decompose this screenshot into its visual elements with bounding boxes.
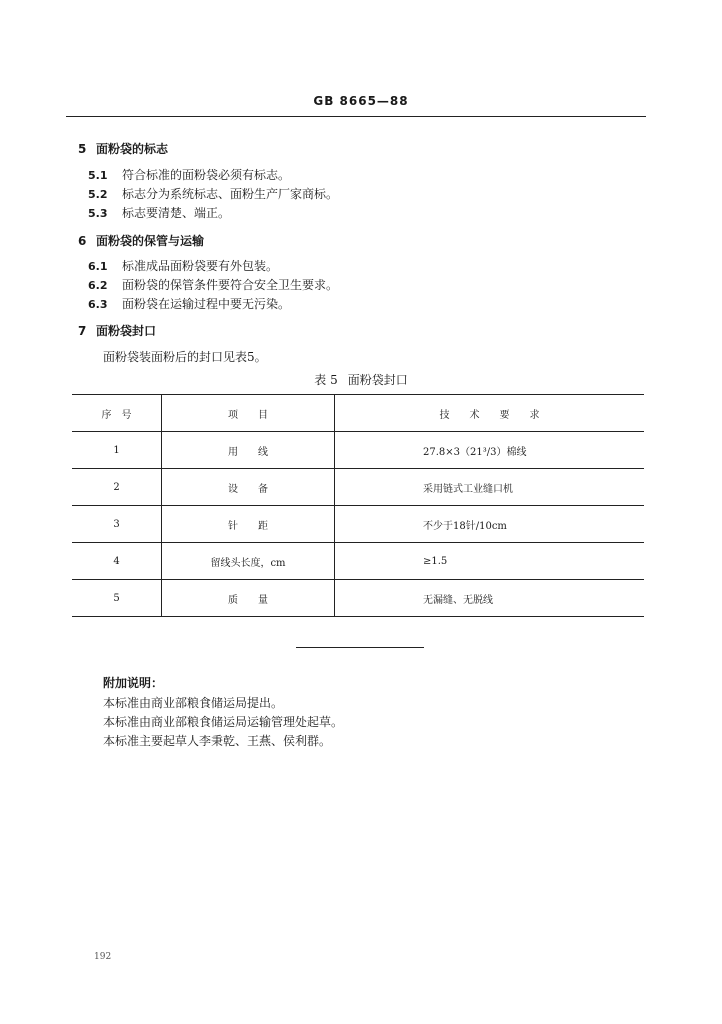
- table-row: [72, 506, 644, 543]
- cell-item: 留线头长度，cm: [162, 543, 335, 580]
- table-caption: [0, 371, 722, 388]
- end-rule: [296, 647, 424, 648]
- section-7-heading: [78, 322, 156, 339]
- section-number: 7: [78, 324, 87, 338]
- section-number: 6: [78, 234, 87, 248]
- header-requirement: 技 术 要 求: [335, 395, 645, 432]
- page-number: 192: [94, 952, 112, 962]
- standard-number-header: GB 8665—88: [313, 94, 409, 108]
- clause-number: 5.3: [88, 207, 108, 220]
- clause-text: 标准成品面粉袋要有外包装。: [122, 259, 279, 273]
- table-caption-number: 表 5: [314, 373, 338, 387]
- clause-text: 标志要清楚、端正。: [122, 206, 231, 220]
- cell-serial: 3: [72, 506, 162, 543]
- cell-requirement: 不少于18针/10cm: [335, 506, 645, 543]
- clause-text: 标志分为系统标志、面粉生产厂家商标。: [122, 187, 339, 201]
- clause-number: 6.1: [88, 260, 108, 273]
- clause-5-1: [88, 166, 290, 183]
- section-6-heading: [78, 232, 204, 249]
- clause-number: 6.3: [88, 298, 108, 311]
- section-5-heading: [78, 140, 168, 157]
- cell-serial: 2: [72, 469, 162, 506]
- section-title: 面粉袋封口: [96, 324, 157, 338]
- cell-serial: 4: [72, 543, 162, 580]
- clause-5-2: [88, 185, 338, 202]
- section-number: 5: [78, 142, 87, 156]
- cell-requirement: 无漏缝、无脱线: [335, 580, 645, 617]
- clause-text: 面粉袋的保管条件要符合安全卫生要求。: [122, 278, 339, 292]
- section-7-paragraph: 面粉袋装面粉后的封口见表5。: [103, 350, 267, 364]
- cell-requirement: ≥1.5: [335, 543, 645, 580]
- table-row: [72, 580, 644, 617]
- section-title: 面粉袋的保管与运输: [96, 234, 205, 248]
- sealing-table: [72, 394, 644, 617]
- clause-text: 符合标准的面粉袋必须有标志。: [122, 168, 291, 182]
- table-row: [72, 432, 644, 469]
- table-caption-title: 面粉袋封口: [347, 373, 408, 387]
- cell-item: 用 线: [162, 432, 335, 469]
- note-line: 本标准由商业部粮食储运局提出。: [103, 696, 284, 710]
- cell-requirement: 采用链式工业缝口机: [335, 469, 645, 506]
- note-line: 本标准主要起草人李秉乾、王燕、侯利群。: [103, 734, 332, 748]
- table-row: [72, 469, 644, 506]
- header-item: 项 目: [162, 395, 335, 432]
- clause-6-3: [88, 295, 290, 312]
- clause-text: 面粉袋在运输过程中要无污染。: [122, 297, 291, 311]
- table-header-row: [72, 395, 644, 432]
- cell-item: 质 量: [162, 580, 335, 617]
- cell-item: 设 备: [162, 469, 335, 506]
- cell-serial: 5: [72, 580, 162, 617]
- notes-heading: 附加说明：: [103, 676, 164, 690]
- cell-serial: 1: [72, 432, 162, 469]
- header-serial: 序 号: [72, 395, 162, 432]
- clause-5-3: [88, 204, 230, 221]
- section-title: 面粉袋的标志: [96, 142, 169, 156]
- clause-number: 5.2: [88, 188, 108, 201]
- header-rule: [66, 116, 646, 117]
- cell-item: 针 距: [162, 506, 335, 543]
- clause-number: 6.2: [88, 279, 108, 292]
- clause-6-1: [88, 257, 278, 274]
- clause-number: 5.1: [88, 169, 108, 182]
- cell-requirement: 27.8×3（21³/3）棉线: [335, 432, 645, 469]
- note-line: 本标准由商业部粮食储运局运输管理处起草。: [103, 715, 344, 729]
- table-row: [72, 543, 644, 580]
- clause-6-2: [88, 276, 338, 293]
